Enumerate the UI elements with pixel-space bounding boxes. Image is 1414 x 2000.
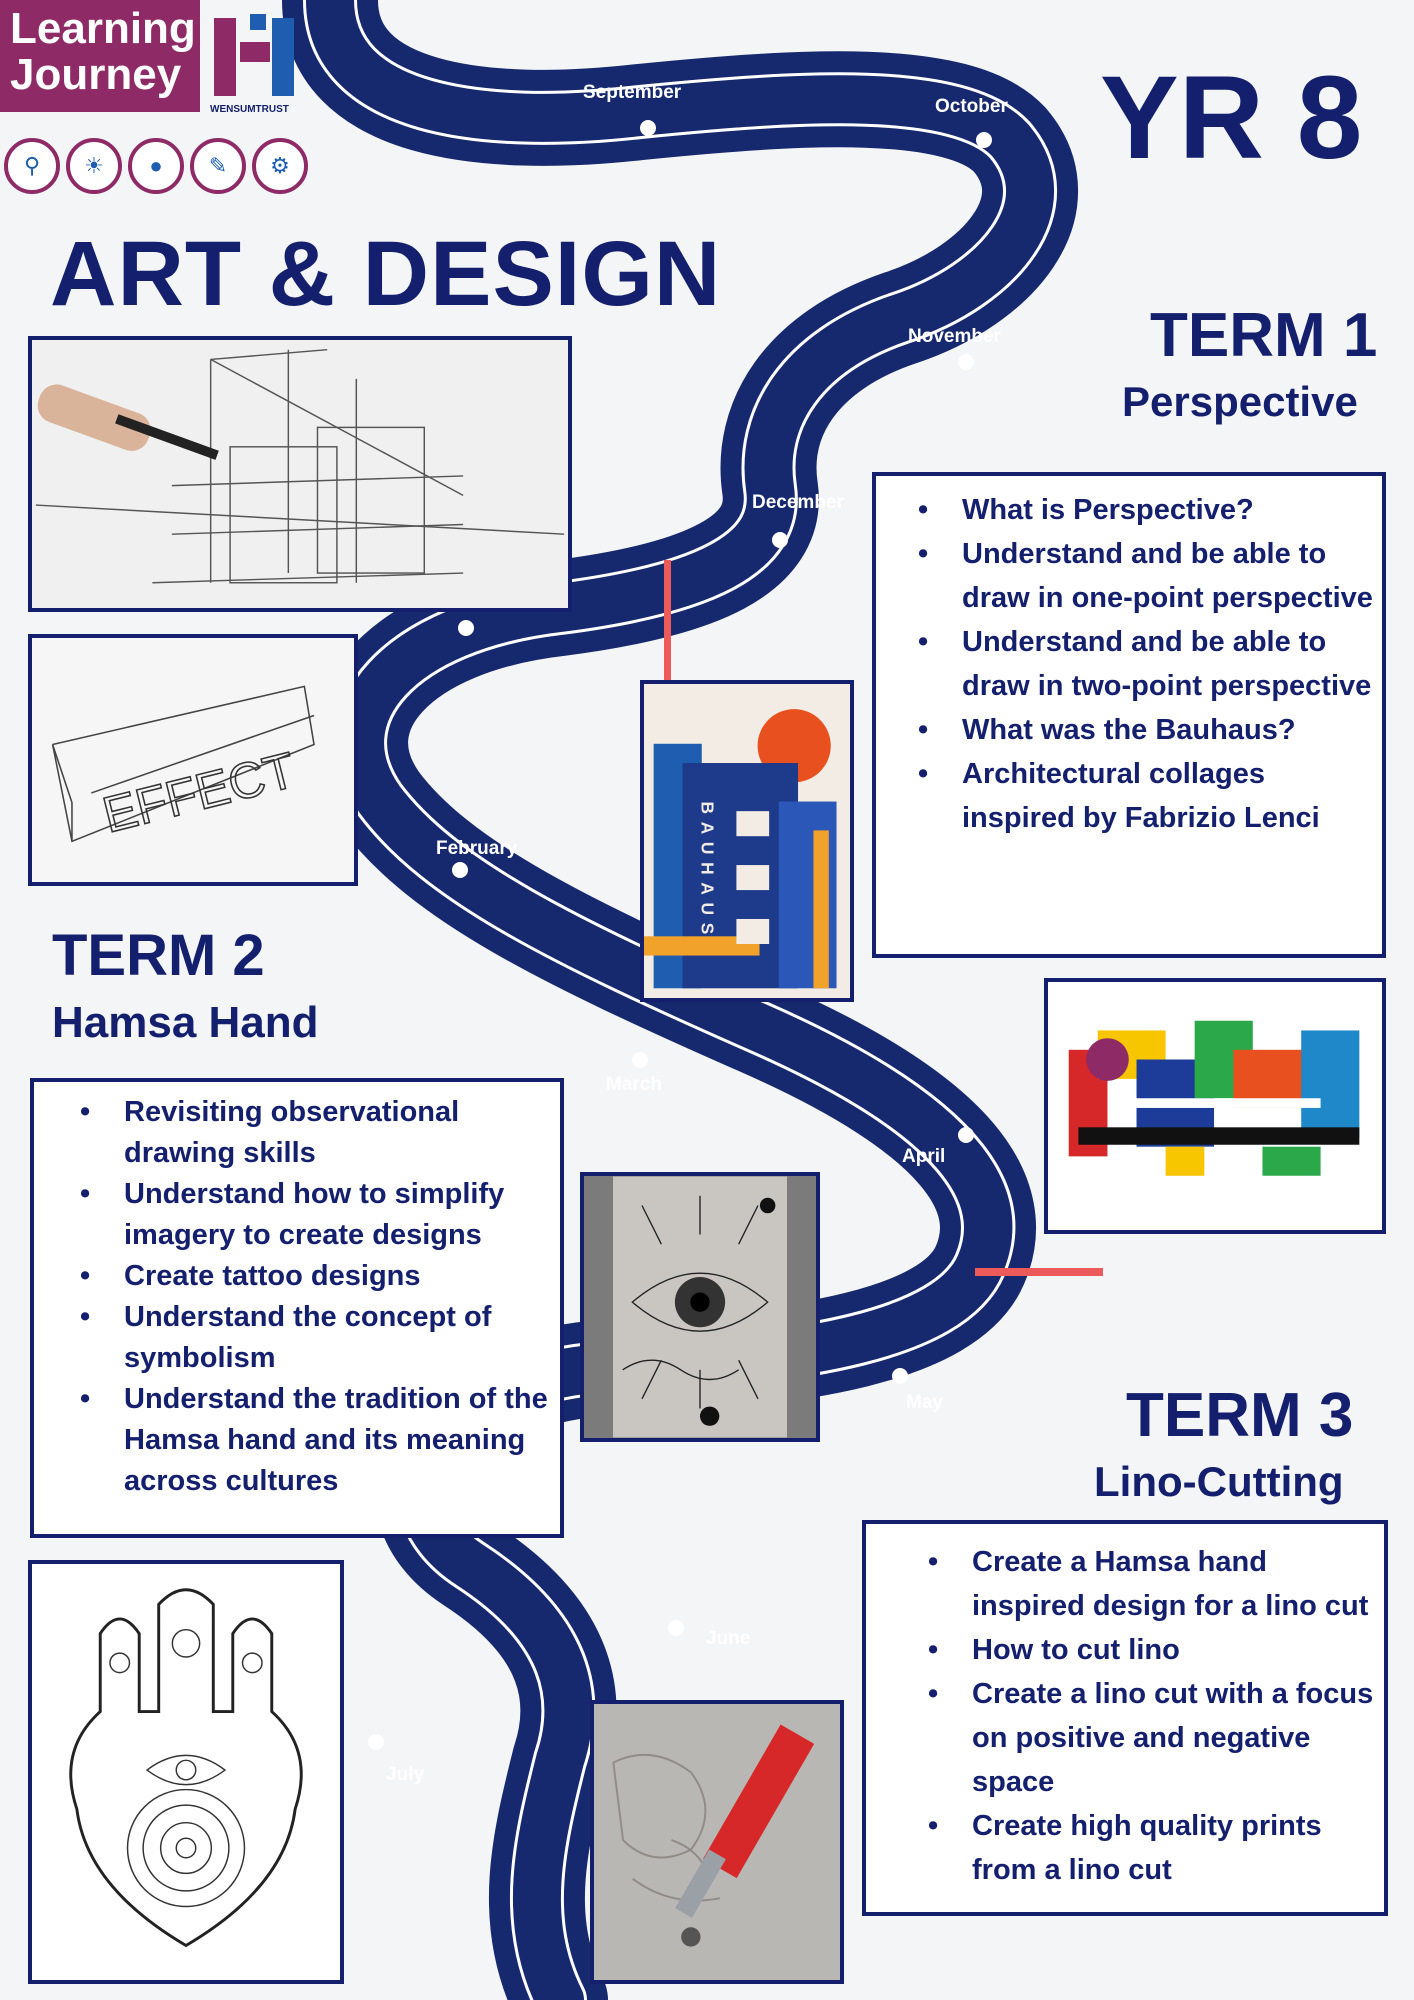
list-item: • Understand and be able to draw in two-point perspective xyxy=(962,620,1382,708)
term3-heading: TERM 3 xyxy=(1126,1381,1354,1450)
month-december: December xyxy=(752,492,844,513)
effect-word: EFFECT xyxy=(97,740,301,844)
list-item: • What is Perspective? xyxy=(962,488,1382,532)
month-april: April xyxy=(902,1146,946,1167)
perspective-sketch-image xyxy=(28,336,572,612)
term1-heading: TERM 1 xyxy=(1150,301,1378,370)
effect-3d-text-image xyxy=(28,634,358,886)
list-item: • Revisiting observational drawing skills xyxy=(124,1092,560,1174)
term2-heading: TERM 2 xyxy=(52,923,265,988)
list-item: • How to cut lino xyxy=(972,1628,1384,1672)
term3-topic: Lino-Cutting xyxy=(1094,1458,1344,1505)
hamsa-hand-image xyxy=(28,1560,344,1984)
term3-list xyxy=(866,1540,1384,1892)
list-item: • Create a Hamsa hand inspired design for a lino cut xyxy=(972,1540,1384,1628)
magnifier-icon: ⚲ xyxy=(4,138,60,194)
term2-list xyxy=(34,1092,560,1502)
list-item: • Create high quality prints from a lino cut xyxy=(972,1804,1384,1892)
term1-topic: Perspective xyxy=(1122,378,1358,425)
list-item: • Understand and be able to draw in one-point perspective xyxy=(962,532,1382,620)
month-february: February xyxy=(436,838,518,859)
trust-name: WENSUMTRUST xyxy=(210,104,289,115)
lino-cutting-image xyxy=(590,1700,844,1984)
page-title: ART & DESIGN xyxy=(50,223,722,325)
month-march: March xyxy=(606,1074,662,1095)
list-item: • What was the Bauhaus? xyxy=(962,708,1382,752)
list-item: • Understand how to simplify imagery to create designs xyxy=(124,1174,560,1256)
term1-box xyxy=(872,472,1386,958)
term1-divider xyxy=(664,560,671,680)
term1-list xyxy=(876,488,1382,840)
logo-text: Learning Journey xyxy=(10,4,196,99)
term2-divider xyxy=(975,1268,1103,1276)
term3-box xyxy=(862,1520,1388,1916)
list-item: • Understand the concept of symbolism xyxy=(124,1297,560,1379)
learning-journey-logo xyxy=(0,0,200,112)
people-icon: ● xyxy=(128,138,184,194)
month-june: June xyxy=(706,1628,751,1649)
month-july: July xyxy=(386,1764,425,1785)
clipboard-icon: ✎ xyxy=(190,138,246,194)
head-gear-icon: ⚙ xyxy=(252,138,308,194)
bauhaus-poster-image xyxy=(640,680,854,1002)
list-item: • Understand the tradition of the Hamsa hand and its meaning across cultures xyxy=(124,1379,560,1502)
values-row xyxy=(4,138,314,194)
list-item: • Create a lino cut with a focus on positive and negative space xyxy=(972,1672,1384,1804)
month-october: October xyxy=(935,96,1008,117)
bauhaus-letters: BAUHAUS xyxy=(697,801,718,943)
month-november: November xyxy=(908,326,1001,347)
eye-tattoo-image xyxy=(580,1172,820,1442)
month-may: May xyxy=(906,1392,943,1413)
month-september: September xyxy=(583,82,682,103)
list-item: • Architectural collages inspired by Fabrizio Lenci xyxy=(962,752,1382,840)
list-item: • Create tattoo designs xyxy=(124,1256,560,1297)
trust-logo xyxy=(210,14,302,122)
year-label: YR 8 xyxy=(1100,52,1363,184)
architectural-collage-image xyxy=(1044,978,1386,1234)
term2-topic: Hamsa Hand xyxy=(52,998,319,1047)
term2-box xyxy=(30,1078,564,1538)
lightbulb-icon: ☀ xyxy=(66,138,122,194)
